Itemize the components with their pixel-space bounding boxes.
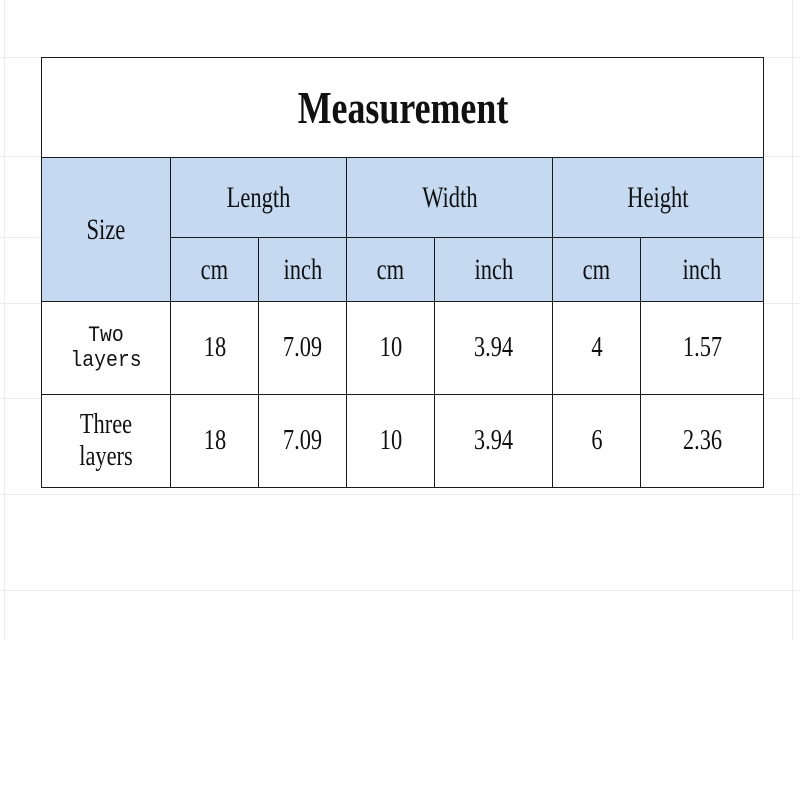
height-header: Height	[627, 180, 689, 214]
table-cell	[259, 395, 347, 488]
height-header-cell	[553, 158, 764, 238]
unit-header-cell	[259, 238, 347, 302]
height-inch-value: 2.36	[682, 425, 722, 456]
background-gridline	[792, 0, 793, 640]
table-cell	[347, 302, 435, 395]
table-row	[42, 395, 764, 488]
background-gridline	[0, 590, 800, 591]
unit-header-height-cm: cm	[582, 252, 611, 286]
size-header: Size	[86, 212, 126, 246]
background-gridline	[4, 0, 5, 640]
length-cm-value: 18	[203, 425, 226, 456]
unit-header-length-inch: inch	[283, 252, 322, 286]
table-cell	[171, 395, 259, 488]
table-cell	[553, 395, 641, 488]
width-cm-value: 10	[379, 425, 402, 456]
unit-header-cell	[641, 238, 764, 302]
height-cm-value: 6	[590, 425, 603, 456]
width-inch-value: 3.94	[473, 425, 514, 456]
row-label: Three layers	[79, 409, 133, 472]
table-row	[42, 302, 764, 395]
table-title: Measurement	[297, 82, 508, 133]
table-cell	[347, 395, 435, 488]
length-header: Length	[226, 180, 291, 214]
row-label-cell	[42, 395, 171, 488]
width-inch-value: 3.94	[473, 332, 514, 363]
table-cell	[641, 395, 764, 488]
width-header: Width	[421, 180, 478, 214]
table-cell	[641, 302, 764, 395]
size-header-cell	[42, 158, 171, 302]
unit-header-height-inch: inch	[682, 252, 722, 286]
unit-header-cell	[347, 238, 435, 302]
height-cm-value: 4	[590, 332, 603, 363]
unit-header-length-cm: cm	[200, 252, 229, 286]
unit-header-cell	[435, 238, 553, 302]
unit-header-width-inch: inch	[474, 252, 513, 286]
unit-header-width-cm: cm	[376, 252, 405, 286]
row-label: Two layers	[70, 323, 142, 373]
unit-header-cell	[171, 238, 259, 302]
width-header-cell	[347, 158, 553, 238]
length-header-cell	[171, 158, 347, 238]
height-inch-value: 1.57	[682, 332, 722, 363]
measurement-table	[41, 57, 764, 488]
table-cell	[435, 395, 553, 488]
unit-header-cell	[553, 238, 641, 302]
length-inch-value: 7.09	[282, 425, 323, 456]
row-label-cell	[42, 302, 171, 395]
table-cell	[435, 302, 553, 395]
width-cm-value: 10	[379, 332, 402, 363]
table-cell	[259, 302, 347, 395]
length-cm-value: 18	[203, 332, 226, 363]
table-cell	[171, 302, 259, 395]
measurement-table-container	[41, 57, 763, 488]
background-gridline	[0, 494, 800, 495]
length-inch-value: 7.09	[282, 332, 323, 363]
table-cell	[553, 302, 641, 395]
table-title-cell	[42, 58, 764, 158]
